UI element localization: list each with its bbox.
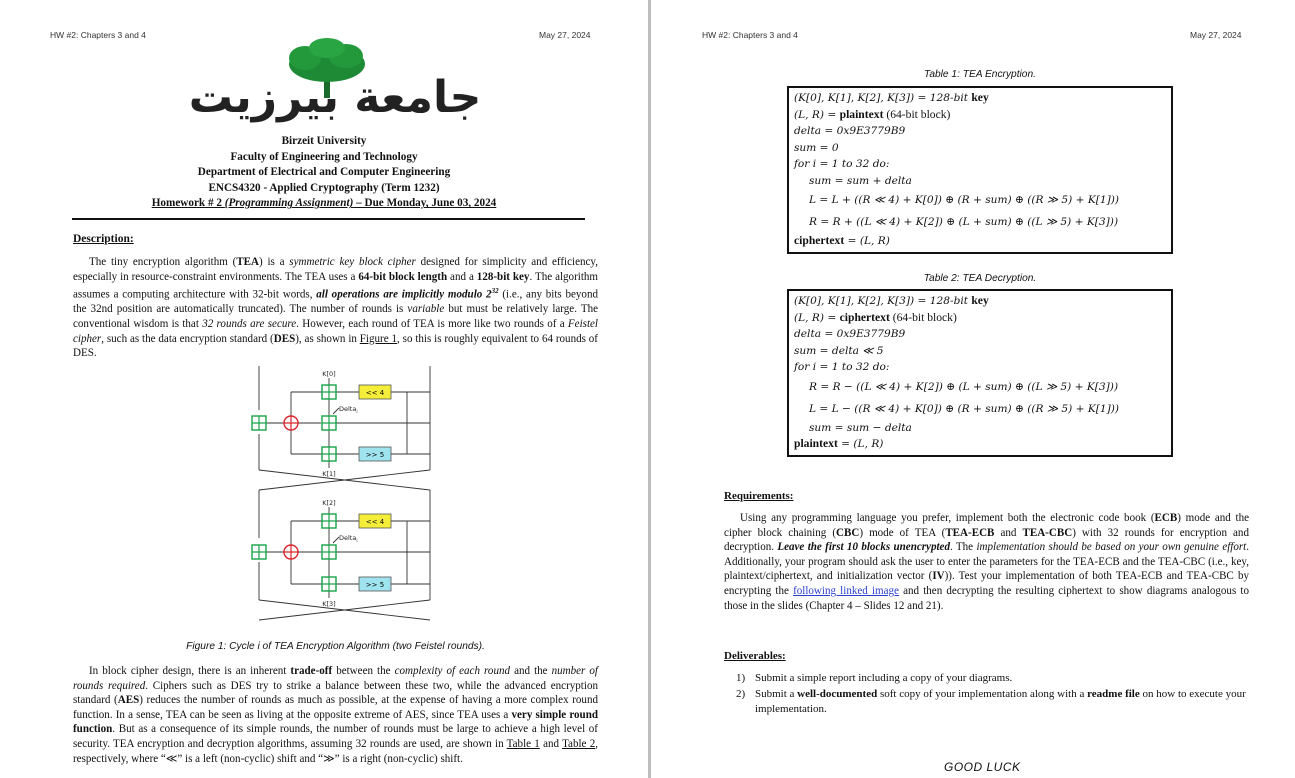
table-line: sum = 0 <box>794 141 839 154</box>
table-line: delta = 0x9E3779B9 <box>794 328 906 340</box>
department-name: Department of Electrical and Computer Engineering <box>197 166 451 179</box>
table-2-decryption <box>787 289 1173 457</box>
table-line: ciphertext = (L, R) <box>794 234 890 247</box>
shift-right-label-1: >> 5 <box>365 451 385 459</box>
table-2-caption: Table 2: TEA Decryption. <box>923 273 1037 284</box>
table-line: sum = sum + delta <box>809 174 912 187</box>
description-paragraph-2: In block cipher design, there is an inherent trade-off between the complexity of each round and the number of rounds required. Ciphers such as DES try to strike a balance between these two, while the advanced encryption standard (AES) reduces the number of rounds as much as possible, at the expense of having a more complex round function. In a sense, TEA can be seen as living at the opposite extreme of AES, since TEA uses a very simple round function. But as a consequence of its simple rounds, the number of rounds must be large to achieve a high level of security. TEA encryption and decryption algorithms, assuming 32 rounds are used, are shown in Table 1 and Table 2, respectively, where “≪” is a left (non-cyclic) shift and “≫” is a right (non-cyclic) shift. <box>73 665 599 765</box>
delta-label-1: Delta$_i$ <box>339 405 358 415</box>
xor-1 <box>284 416 298 430</box>
faculty-name: Faculty of Engineering and Technology <box>230 150 418 163</box>
adder-bottom-1 <box>322 447 336 461</box>
university-name: Birzeit University <box>281 135 367 147</box>
adder-mid-2 <box>322 545 336 559</box>
header-right-page-2: May 27, 2024 <box>1190 30 1242 40</box>
adder-mid-1 <box>322 416 336 430</box>
adder-top-1 <box>322 385 336 399</box>
table-line: sum = delta ≪ 5 <box>794 344 884 357</box>
deliverables-list <box>736 671 1256 717</box>
key-label-k1: K[1] <box>322 470 336 478</box>
adder-bottom-2 <box>322 577 336 591</box>
deliverable-item: 1) Submit a simple report including a copy of your diagrams. <box>736 672 1013 684</box>
table-line: L = L + ((R ≪ 4) + K[0]) ⊕ (R + sum) ⊕ ((R ≫ 5) + K[1])) <box>809 194 1120 206</box>
table-line: plaintext = (L, R) <box>794 437 884 450</box>
table-1-caption: Table 1: TEA Encryption. <box>924 69 1036 80</box>
shift-left-label-2: << 4 <box>365 518 385 526</box>
header-left-page-2: HW #2: Chapters 3 and 4 <box>702 30 798 40</box>
table-line: L = L − ((R ≪ 4) + K[0]) ⊕ (R + sum) ⊕ ((R ≫ 5) + K[1])) <box>809 402 1120 415</box>
requirements-heading: Requirements: <box>724 490 794 502</box>
table-line: R = R + ((L ≪ 4) + K[2]) ⊕ (L + sum) ⊕ ((L ≫ 5) + K[3])) <box>809 216 1119 228</box>
table-line: R = R − ((L ≪ 4) + K[2]) ⊕ (L + sum) ⊕ ((L ≫ 5) + K[3])) <box>809 380 1119 393</box>
deliverable-item: 2) Submit a well-documented soft copy of your implementation along with a readme file on how to execute your implementation. <box>736 687 1246 715</box>
key-label-k3: K[3] <box>322 600 336 608</box>
tea-round-diagram <box>245 366 445 634</box>
table-line: delta = 0x9E3779B9 <box>794 125 906 137</box>
shift-left-label-1: << 4 <box>365 389 385 397</box>
key-label-k2: K[2] <box>322 499 336 507</box>
description-paragraph-1: The tiny encryption algorithm (TEA) is a symmetric key block cipher designed for simplicity and efficiency, especially in resource-constraint environments. The TEA uses a 64-bit block length and a 128-bit key. The algorithm assumes a computing architecture with 32-bit words, all operations are implicitly modulo $2^{32}$ (i.e., any bits beyond the 32nd position are automatically truncated). The number of rounds is variable but must be relatively large. The conventional wisdom is that 32 rounds are secure. However, each round of TEA is more like two rounds of a Feistel cipher, such as the data encryption standard (DES), as shown in Figure 1, so this is roughly equivalent to 64 rounds of DES. <box>73 256 599 360</box>
homework-title: Homework # 2 (Programming Assignment) – Due Monday, June 03, 2024 <box>151 197 497 210</box>
shift-right-label-2: >> 5 <box>365 581 385 589</box>
description-heading: Description: <box>73 233 134 245</box>
adder-top-2 <box>322 514 336 528</box>
course-name: ENCS4320 - Applied Cryptography (Term 1232) <box>208 181 440 194</box>
delta-label-2: Delta$_i$ <box>339 534 358 544</box>
table-line: for i = 1 to 32 do: <box>794 158 890 170</box>
table-line: (K[0], K[1], K[2], K[3]) = 128-bit key <box>794 294 989 307</box>
xor-2 <box>284 545 298 559</box>
adder-left-1 <box>252 416 266 430</box>
table-line: sum = sum − delta <box>809 421 912 434</box>
university-logo <box>140 36 530 132</box>
table-line: (K[0], K[1], K[2], K[3]) = 128-bit key <box>794 91 989 104</box>
institution-block <box>0 134 648 212</box>
deliverables-heading: Deliverables: <box>724 650 786 662</box>
image-link[interactable]: following linked image <box>793 584 899 597</box>
table-line: (L, R) = ciphertext (64-bit block) <box>794 310 957 324</box>
key-label-k0: K[0] <box>322 370 336 378</box>
good-luck-footer: GOOD LUCK <box>944 760 1021 774</box>
header-right: May 27, 2024 <box>539 30 591 40</box>
title-divider <box>72 218 585 220</box>
requirements-paragraph: Using any programming language you prefer, implement both the electronic code book (ECB) mode and the cipher block chaining (CBC) mode of TEA (TEA-ECB and TEA-CBC) with 32 rounds for encryption and decryption. Leave the first 10 blocks unencrypted. The implementation should be based on your own genuine effort. Additionally, your program should ask the user to enter the parameters for the TEA-ECB and the TEA-CBC (i.e., key, plaintext/ciphertext, and initialization vector (IV)). Test your implementation of both TEA-ECB and TEA-CBC by encrypting the following linked image and then decrypting the resulting ciphertext to show diagrams analogous to those in the slides (Chapter 4 – Slides 12 and 21). <box>724 512 1250 612</box>
figure-1-caption: Figure 1: Cycle i of TEA Encryption Algorithm (two Feistel rounds). <box>186 641 485 652</box>
header-left: HW #2: Chapters 3 and 4 <box>50 30 146 40</box>
table-line: (L, R) = plaintext (64-bit block) <box>794 107 951 121</box>
table-1-encryption <box>787 86 1173 254</box>
table-line: for i = 1 to 32 do: <box>794 361 890 373</box>
logo-arabic-text: جامعة بيرزيت <box>188 72 482 123</box>
adder-left-2 <box>252 545 266 559</box>
